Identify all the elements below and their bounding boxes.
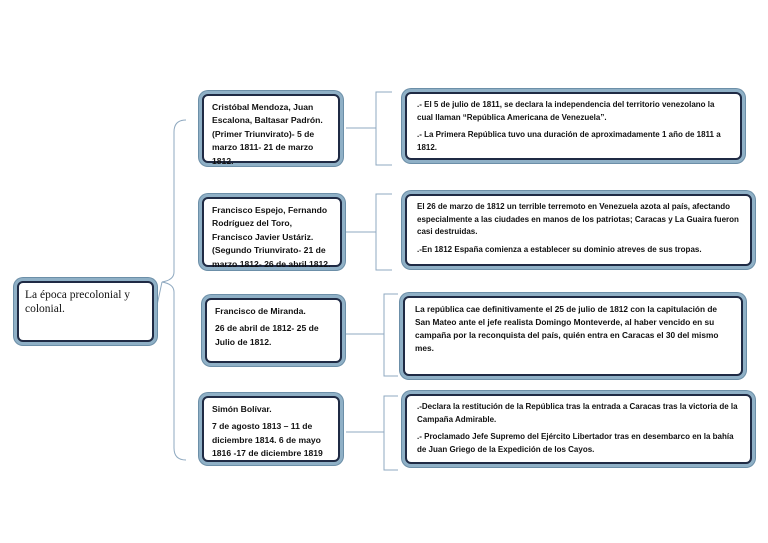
person-box-1 — [202, 94, 340, 166]
event-box-2 — [405, 194, 752, 266]
root-node — [17, 281, 154, 342]
person-box-4 — [202, 396, 340, 462]
person-text: 26 de abril de 1812- 25 de Julio de 1812. — [215, 323, 319, 347]
root-brace — [162, 120, 186, 460]
person-text: Francisco Espejo, Fernando Rodríguez del Toro, Francisco Javier Ustáriz. (Segundo Triunvirato- 21 de marzo 1812- 26 de abril 1812. — [212, 205, 331, 269]
event-box-3 — [403, 296, 743, 376]
person-box-2 — [202, 197, 342, 267]
event-box-1 — [405, 92, 742, 160]
event-text: El 26 de marzo de 1812 un terrible terremoto en Venezuela azota al país, afectando especialmente a las ciudades en manos de los patriotas; Caracas y La Guaira fueron casi destruidas. — [417, 202, 739, 236]
branch-1-brace — [376, 92, 392, 165]
event-text: .-En 1812 España comienza a establecer su dominio atreves de sus tropas. — [417, 244, 702, 254]
person-text: Simón Bolívar. — [212, 404, 272, 414]
event-text: .- El 5 de julio de 1811, se declara la independencia del territorio venezolano la cual llaman “República Americana de Venezuela”. — [417, 100, 715, 122]
event-text: .- Proclamado Jefe Supremo del Ejército Libertador tras en desembarco en la bahía de Juan Griego de la Expedición de los Cayos. — [417, 432, 734, 454]
event-text: .-Declara la restitución de la República tras la entrada a Caracas tras la victoria de la Campaña Admirable. — [417, 402, 738, 424]
person-text: 7 de agosto 1813 – 11 de diciembre 1814. 6 de mayo 1816 -17 de diciembre 1819 — [212, 421, 323, 459]
branch-4-brace — [384, 396, 398, 470]
branch-3-brace — [384, 294, 398, 376]
root-connector — [156, 282, 162, 310]
person-box-3 — [205, 298, 342, 363]
event-box-4 — [405, 394, 752, 464]
person-text: Cristóbal Mendoza, Juan Escalona, Baltasar Padrón. (Primer Triunvirato)- 5 de marzo 1811- 21 de marzo 1812. — [212, 102, 323, 166]
event-text: .- La Primera República tuvo una duración de aproximadamente 1 año de 1811 a 1812. — [417, 130, 721, 152]
branch-2-brace — [376, 194, 392, 270]
root-label: La época precolonial y colonial. — [25, 289, 131, 315]
event-text: La república cae definitivamente el 25 de julio de 1812 con la capitulación de San Mateo ante el jefe realista Domingo Monteverde, al haber vencido en su campaña por la reconquista del país, quién entra en Caracas el 30 del mismo mes. — [415, 304, 719, 353]
person-text: Francisco de Miranda. — [215, 306, 306, 316]
